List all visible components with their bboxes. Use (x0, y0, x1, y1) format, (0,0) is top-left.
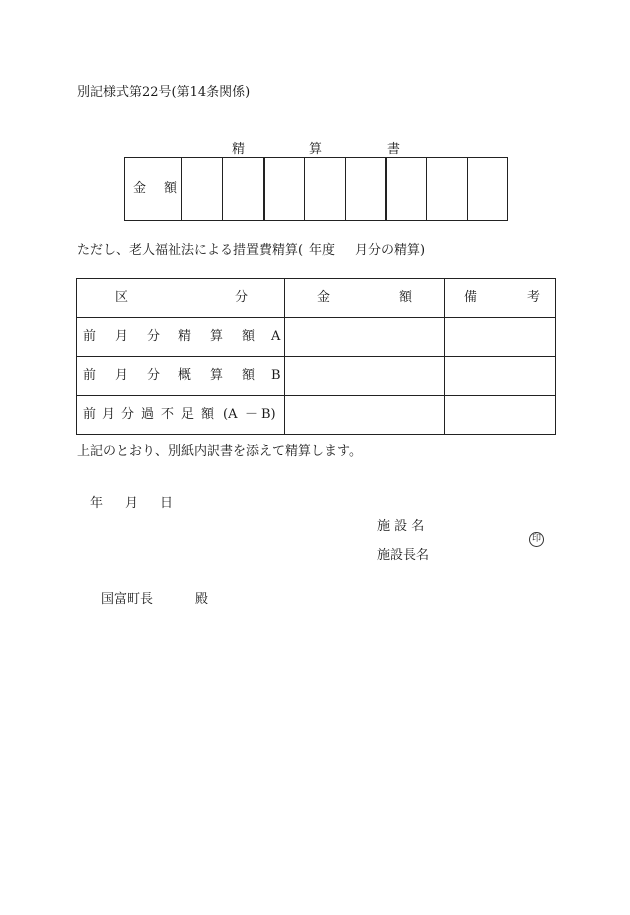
honorific: 殿 (195, 592, 209, 607)
row-label-char: 月 (102, 407, 116, 422)
amount-cell[interactable] (285, 318, 445, 357)
title-char-3: 書 (387, 142, 401, 157)
header-amount-char-1: 金 (317, 290, 331, 305)
digit-divider (222, 158, 223, 220)
remarks-cell[interactable] (445, 357, 556, 396)
form-number: 別記様式第22号(第14条関係) (77, 85, 251, 100)
row-label-char: 算 (210, 329, 224, 344)
amount-label-cell (125, 158, 182, 220)
row-label-char: 不 (161, 407, 175, 422)
table-row (77, 396, 556, 435)
date-month: 月 (125, 496, 139, 511)
header-amount-char-2: 額 (399, 290, 413, 305)
date-year: 年 (90, 496, 104, 511)
row-label-char: 概 (178, 368, 192, 383)
row-label-char: 前 (83, 329, 97, 344)
row-label-char: 月 (115, 368, 129, 383)
purpose-year: 年度 (309, 243, 336, 258)
row-label-char: － (245, 407, 259, 422)
row-label-char: 分 (121, 407, 135, 422)
amount-label-char-1: 金 (133, 181, 147, 196)
header-category (77, 279, 285, 318)
remarks-cell[interactable] (445, 396, 556, 435)
amount-label-char-2: 額 (164, 181, 178, 196)
digit-divider-thick (263, 158, 265, 220)
row-label-char: (A (223, 407, 238, 422)
row-label-char: 月 (115, 329, 129, 344)
row-label-char: B) (261, 407, 276, 422)
row-label-char: 分 (147, 368, 161, 383)
amount-cell[interactable] (285, 396, 445, 435)
remarks-cell[interactable] (445, 318, 556, 357)
row-label-char: 額 (201, 407, 215, 422)
purpose-prefix: ただし、老人福祉法による措置費精算( (77, 243, 304, 258)
row-label-char: 前 (83, 368, 97, 383)
statement: 上記のとおり、別紙内訳書を添えて精算します。 (77, 444, 362, 459)
seal-icon: 印 (529, 532, 544, 547)
header-category-char-1: 区 (115, 290, 129, 305)
row-label-char: 額 (242, 329, 256, 344)
title-char-1: 精 (232, 142, 246, 157)
row-label-char: 足 (181, 407, 195, 422)
row-label (77, 318, 285, 357)
header-category-char-2: 分 (235, 290, 249, 305)
row-label-char: 算 (210, 368, 224, 383)
row-label-char: A (271, 329, 281, 344)
facility-head-label: 施設長名 (377, 548, 430, 563)
digit-divider-thick (385, 158, 387, 220)
table-header-row (77, 279, 556, 318)
row-label (77, 396, 285, 435)
digit-divider (304, 158, 305, 220)
digit-divider (426, 158, 427, 220)
header-remarks-char-2: 考 (527, 290, 541, 305)
digit-divider (467, 158, 468, 220)
header-amount (285, 279, 445, 318)
header-remarks-char-1: 備 (464, 290, 478, 305)
date-day: 日 (160, 496, 174, 511)
amount-box (124, 157, 508, 221)
table-row (77, 357, 556, 396)
row-label-char: 過 (141, 407, 155, 422)
settlement-table (76, 278, 556, 435)
row-label-char: 前 (83, 407, 97, 422)
row-label-char: B (271, 368, 281, 383)
header-remarks (445, 279, 556, 318)
row-label (77, 357, 285, 396)
purpose-month: 月分の精算) (355, 243, 426, 258)
digit-divider (345, 158, 346, 220)
purpose-line (77, 243, 426, 259)
row-label-char: 額 (242, 368, 256, 383)
title-char-2: 算 (309, 142, 323, 157)
addressee: 国富町長 (101, 592, 154, 607)
facility-name-label: 施 設 名 (377, 519, 425, 534)
row-label-char: 精 (178, 329, 192, 344)
table-row (77, 318, 556, 357)
amount-cell[interactable] (285, 357, 445, 396)
row-label-char: 分 (147, 329, 161, 344)
